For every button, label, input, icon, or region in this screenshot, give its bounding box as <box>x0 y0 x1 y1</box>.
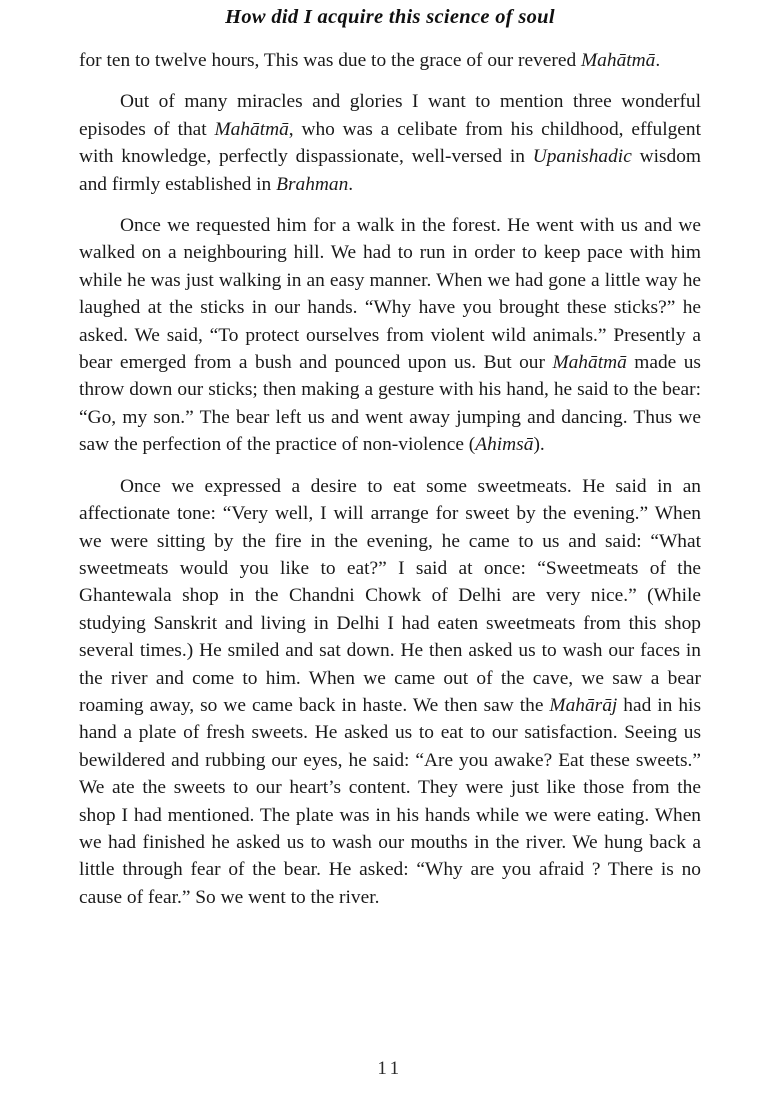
text-run: for ten to twelve hours, This was due to the grace of our revered <box>79 50 582 71</box>
italic-term: Ahimsā <box>475 434 534 456</box>
italic-term: Brahman <box>276 173 349 195</box>
text-run: made us throw down our sticks; then making a gesture with his hand, he said to the bear: “Go, my son.” The bear left us and went away jumping and dancing. Thus we saw the perfection of the practice of non-violence ( <box>79 352 701 456</box>
italic-term: Mahārāj <box>549 694 618 716</box>
text-run: . <box>348 173 354 195</box>
italic-term: Mahātmā <box>552 352 627 374</box>
paragraph-list <box>79 47 701 911</box>
text-run: Out of many miracles and glories I want to mention three wonderful episodes of that <box>79 91 701 140</box>
text-run: Once we expressed a desire to eat some sweetmeats. He said in an affectionate tone: “Very well, I will arrange for sweet by the evening.” When we were sitting by the fire in the evening, he came to us and said: “What sweetmeats would you like to eat?” I said at once: “Sweetmeats of the Ghantewala shop in the Chandni Chowk of Delhi are very nice.” (While studying Sanskrit and living in Delhi I had eaten sweetmeats from this shop several times.) He smiled and sat down. He then asked us to wash our faces in the river and come to him. When we came out of the cave, we saw a bear roaming away, so we came back in haste. We then saw the <box>79 475 701 716</box>
italic-term: Upanishadic <box>532 146 632 168</box>
text-run: . <box>655 50 661 71</box>
paragraph <box>79 47 701 74</box>
body-text-column <box>79 47 701 911</box>
paragraph <box>79 88 701 198</box>
text-run: ). <box>533 434 545 456</box>
paragraph <box>79 212 701 459</box>
text-run: had in his hand a plate of fresh sweets. He asked us to eat to our satisfaction. Seeing us bewildered and rubbing our eyes, he said: “Are you awake? Eat these sweets.” We ate the sweets to our heart’s content. They were just like those from the shop I had mentioned. The plate was in his hands while we were eating. When we had finished he asked us to wash our mouths in the river. We hung back a little through fear of the bear. He asked: “Why are you afraid ? There is no cause of fear.” So we went to the river. <box>79 694 701 908</box>
running-header: How did I acquire this science of soul <box>225 6 555 28</box>
italic-term: Mahātmā <box>214 118 289 140</box>
paragraph <box>79 473 701 912</box>
page-number: 11 <box>377 1058 403 1079</box>
italic-term: Mahātmā <box>581 50 656 71</box>
text-run: Once we requested him for a walk in the forest. He went with us and we walked on a neighbouring hill. We had to run in order to keep pace with him while he was just walking in an easy manner. When we had gone a little way he laughed at the sticks in our hands. “Why have you brought these sticks?” he asked. We said, “To protect ourselves from violent wild animals.” Presently a bear emerged from a bush and pounced upon us. But our <box>79 215 701 374</box>
text-run: , who was a celibate from his childhood, effulgent with knowledge, perfectly dispassionate, well-versed in <box>79 118 701 168</box>
text-run: wisdom and firmly established in <box>79 146 701 195</box>
